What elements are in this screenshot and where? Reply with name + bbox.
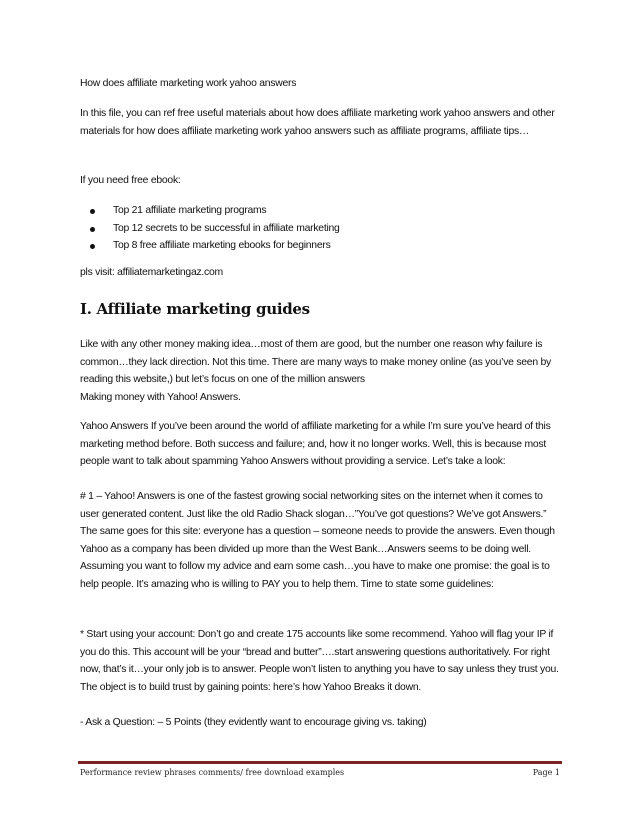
ebook-prompt: If you need free ebook: xyxy=(80,175,181,186)
paragraph-yahoo-answers: Yahoo Answers If you’ve been around the world of affiliate marketing for a while I’m sure you’ve heard of this marketing method before. Both success and failure; and, how it no longer works. Well, this is because most people want to talk about spamming Yahoo Answers without providing a service. Let’s take a look: xyxy=(80,421,551,467)
visit-line: pls visit: affiliatemarketingaz.com xyxy=(80,267,223,278)
section-heading: I. Affiliate marketing guides xyxy=(80,300,310,318)
bullet-dot-icon xyxy=(90,244,95,249)
paragraph-number-one: # 1 – Yahoo! Answers is one of the fastest growing social networking sites on the internet when it comes to user generated content. Just like the old Radio Shack slogan…”You’ve got questions? We’ve got Answers.” The same goes for this site: everyone has a question – someone needs to provide the answers. Even though Yahoo as a company has been divided up more than the West Bank…Answers seems to be doing well. Assuming you want to follow my advice and earn some cash…you have to make one promise: the goal is to help people. It’s amazing who is willing to PAY you to help them. Time to state some guidelines: xyxy=(80,491,555,590)
list-item: Top 12 secrets to be successful in affiliate marketing xyxy=(80,220,340,238)
ebook-bullet-list xyxy=(80,202,340,255)
paragraph-intro: Like with any other money making idea…most of them are good, but the number one reason why failure is common…they lack direction. Not this time. There are many ways to make money online (as you’ve seen by reading this website,) but let’s focus on one of the million answers Making money with Yahoo! Answers. xyxy=(80,339,551,403)
footer-divider xyxy=(78,761,562,764)
footer-caption: Performance review phrases comments/ free download examples xyxy=(80,768,345,777)
paragraph-ask-question: - Ask a Question: – 5 Points (they evidently want to encourage giving vs. taking) xyxy=(80,717,427,728)
bullet-dot-icon xyxy=(90,209,95,214)
intro-paragraph: In this file, you can ref free useful materials about how does affiliate marketing work yahoo answers and other materials for how does affiliate marketing work yahoo answers such as affiliate programs, affiliate tips… xyxy=(80,108,555,137)
document-title-line: How does affiliate marketing work yahoo answers xyxy=(80,78,297,89)
list-item: Top 21 affiliate marketing programs xyxy=(80,202,340,220)
list-item: Top 8 free affiliate marketing ebooks for beginners xyxy=(80,237,340,255)
page-number: Page 1 xyxy=(532,768,560,777)
paragraph-start-account: * Start using your account: Don’t go and create 175 accounts like some recommend. Yahoo will flag your IP if you do this. This account will be your “bread and butter”….start answering questions authoritatively. For right now, that’s it…your only job is to answer. People won’t listen to anything you have to say unless they trust you. The object is to build trust by gaining points: here’s how Yahoo Breaks it down. xyxy=(80,629,559,693)
bullet-dot-icon xyxy=(90,227,95,232)
